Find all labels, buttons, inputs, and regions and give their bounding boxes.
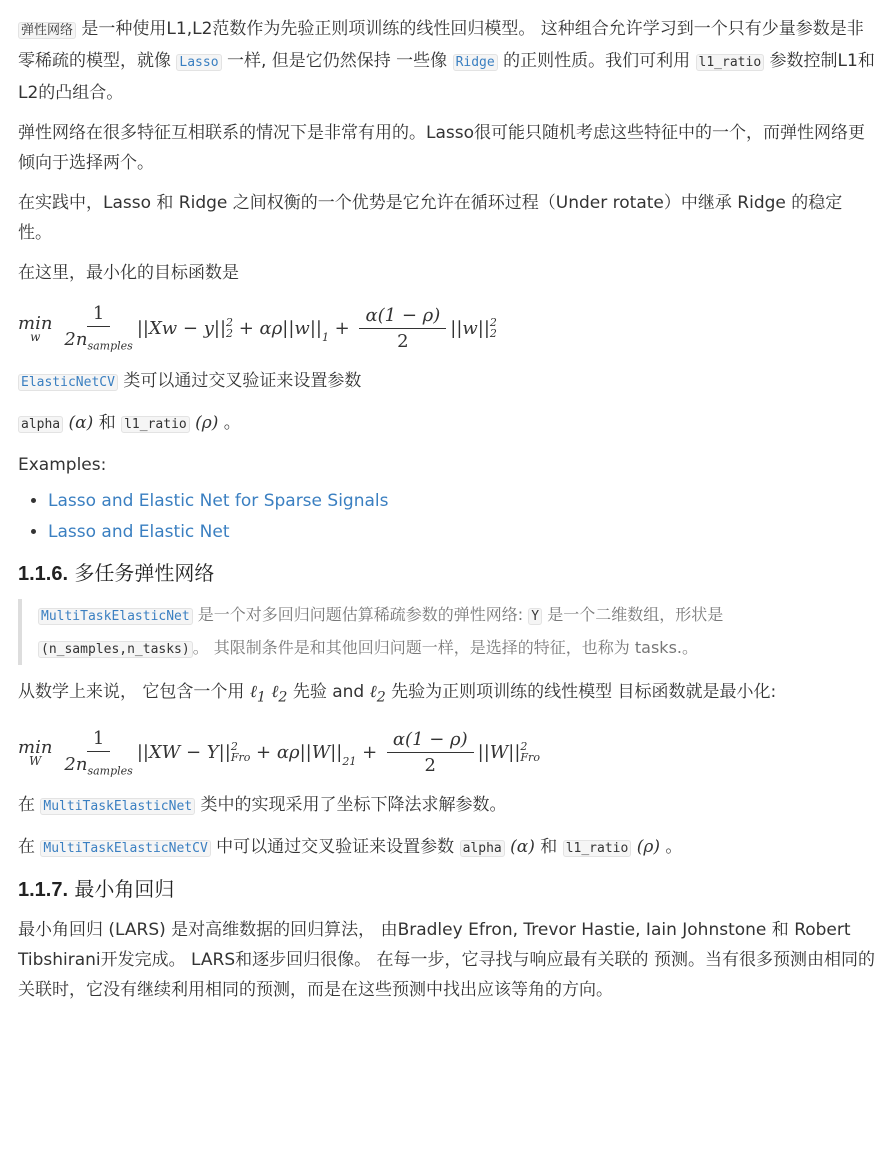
paragraph-objective-intro: 在这里，最小化的目标函数是 [18,263,239,283]
inline-code-l1-ratio: l1_ratio [121,416,190,433]
numerator: α(1 − ρ) [359,305,446,329]
ell: ℓ [249,682,257,702]
inline-code-shape: (n_samples,n_tasks) [38,641,193,658]
text: 类可以通过交叉验证来设置参数 [117,371,362,391]
paragraph-multitask-cv [18,832,875,864]
formula-term: + αρ||W|| [250,741,343,763]
example-link-lasso-elastic-net[interactable]: Lasso and Elastic Net [48,522,230,542]
sub: 2 [226,327,234,340]
sub: 2 [376,689,386,706]
list-item [48,486,875,517]
paragraph-tradeoff: 在实践中，Lasso 和 Ridge 之间权衡的一个优势是它允许在循环过程（Under rotate）中继承 Ridge 的稳定性。 [18,193,843,243]
numerator: 1 [87,303,110,327]
min-subscript: w [30,329,41,344]
examples-list [18,486,875,548]
text: 。 [660,837,683,858]
math-alpha: (α) [510,837,535,858]
inline-code-multitask-elastic-net-cv[interactable]: MultiTaskElasticNetCV [40,840,210,857]
text: 的正则性质。我们可利用 [497,51,696,71]
sub: 21 [342,755,357,769]
min-text: min [18,736,53,758]
formula-elastic-net [18,298,875,358]
paragraph-lars: 最小角回归 (LARS) 是对高维数据的回归算法， 由Bradley Efron, Trevor Hastie, Iain Johnstone 和 Robert Tibshirani开发完成。 LARS和逐步回归很像。 在每一步，它寻找与响应最有关联的 预测。当有很多预测由相同的关联时，它没有继续利用相同的预测，而是在这些预测中找出应该等角的方向。 [18,920,875,1001]
inline-code-alpha: alpha [18,416,63,433]
text: 是一个对多回归问题估算稀疏参数的弹性网络: [192,605,529,624]
min-text: min [18,312,53,334]
formula-term: ||w|| [450,317,490,339]
section-title: 最小角回归 [68,877,175,902]
sup: 2 [226,316,234,329]
text: 在 [18,795,41,816]
section-number: 1.1.6. [18,563,69,585]
plus-sign: + [328,317,356,339]
sub: 1 [256,689,266,706]
text: 和 [534,837,563,858]
sup: 2 [230,740,238,754]
text: 先验为正则项训练的线性模型 目标函数就是最小化: [385,682,777,702]
paragraph-params [18,408,875,440]
denominator: 2 [397,330,409,352]
math-rho: (ρ) [636,837,660,858]
blockquote-multitask [18,599,875,665]
sub: Fro [520,751,540,765]
sub: 2 [489,327,497,340]
sup: 2 [520,740,528,754]
sub: Fro [230,751,251,765]
den-text: 2n [64,329,88,351]
math-l1 [249,682,266,706]
inline-code-lasso[interactable]: Lasso [176,54,221,71]
denominator [64,752,132,778]
sub: 1 [321,331,329,344]
inline-code-y: Y [528,608,542,625]
inline-code-elastic-net-cv[interactable]: ElasticNetCV [18,374,118,391]
inline-code-elastic-net: 弹性网络 [18,22,76,39]
text: 是一个二维数组，形状是 [542,605,724,624]
text: 一样, 但是它仍然保持 一些像 [221,51,453,71]
plus-sign: + [356,741,383,763]
inline-code-l1-ratio: l1_ratio [696,54,765,71]
sub: 2 [278,689,288,706]
fraction-one-over-2n [64,728,132,778]
text: 类中的实现采用了坐标下降法求解参数。 [195,795,507,816]
min-subscript: W [29,753,42,768]
sup: 2 [489,316,497,329]
den-subscript: samples [87,339,133,353]
ell: ℓ [265,682,279,702]
section-title: 多任务弹性网络 [68,561,215,585]
ell: ℓ [369,682,377,702]
paragraph-mathematically [18,677,875,712]
math-l2 [265,682,288,706]
formula-term: ||W|| [477,741,521,763]
math-alpha: (α) [68,413,94,433]
section-heading-lars [18,874,875,905]
paragraph-correlated-features: 弹性网络在很多特征互相联系的情况下是非常有用的。Lasso很可能只随机考虑这些特征中的一个，而弹性网络更倾向于选择两个。 [18,123,866,173]
inline-code-multitask-elastic-net[interactable]: MultiTaskElasticNet [40,798,195,815]
text: 和 [93,413,122,433]
paragraph-elastic-net-intro [18,14,875,108]
section-number: 1.1.7. [18,879,69,902]
math-rho: (ρ) [195,413,219,433]
text: 参数控制L1和L2的凸组合。 [18,51,875,103]
text: 是一种使用L1,L2范数作为先验正则项训练的线性回归模型。 这种组合允许学习到一个只有少量参数是非零稀疏的模型，就像 [18,19,864,71]
section-heading-multitask-elastic-net [18,558,875,589]
formula-term: ||Xw − y|| [136,317,227,339]
formula-min-operator [18,737,52,768]
paragraph-coordinate-descent [18,790,875,822]
denominator [64,327,132,353]
text: 。 [218,413,241,433]
math-l2 [369,682,386,706]
paragraph-elastic-net-cv [18,366,875,398]
numerator: 1 [87,728,110,752]
quote-paragraph [38,599,875,665]
text: 。 其限制条件是和其他回归问题一样，是选择的特征，也称为 tasks.。 [192,638,698,657]
inline-code-alpha: alpha [460,840,505,857]
text: 中可以通过交叉验证来设置参数 [210,837,460,858]
inline-code-ridge[interactable]: Ridge [453,54,498,71]
fraction-alpha [359,305,446,352]
fraction-one-over-2n [64,303,132,353]
fraction-alpha [387,729,474,776]
numerator: α(1 − ρ) [387,729,474,753]
den-subscript: samples [87,764,133,778]
formula-min-operator [18,313,52,344]
denominator: 2 [424,754,436,776]
den-text: 2n [64,753,88,775]
text: 从数学上来说， 它包含一个用 [18,682,250,702]
text: 在 [18,837,41,858]
inline-code-multitask-elastic-net[interactable]: MultiTaskElasticNet [38,608,193,625]
example-link-sparse-signals[interactable]: Lasso and Elastic Net for Sparse Signals [48,491,389,511]
list-item [48,517,875,548]
formula-term: + αρ||w|| [233,317,322,339]
formula-term: ||XW − Y|| [136,741,231,763]
text: 先验 and [287,682,370,702]
examples-label: Examples: [18,455,107,475]
inline-code-l1-ratio: l1_ratio [563,840,632,857]
formula-multitask-elastic-net [18,722,875,782]
